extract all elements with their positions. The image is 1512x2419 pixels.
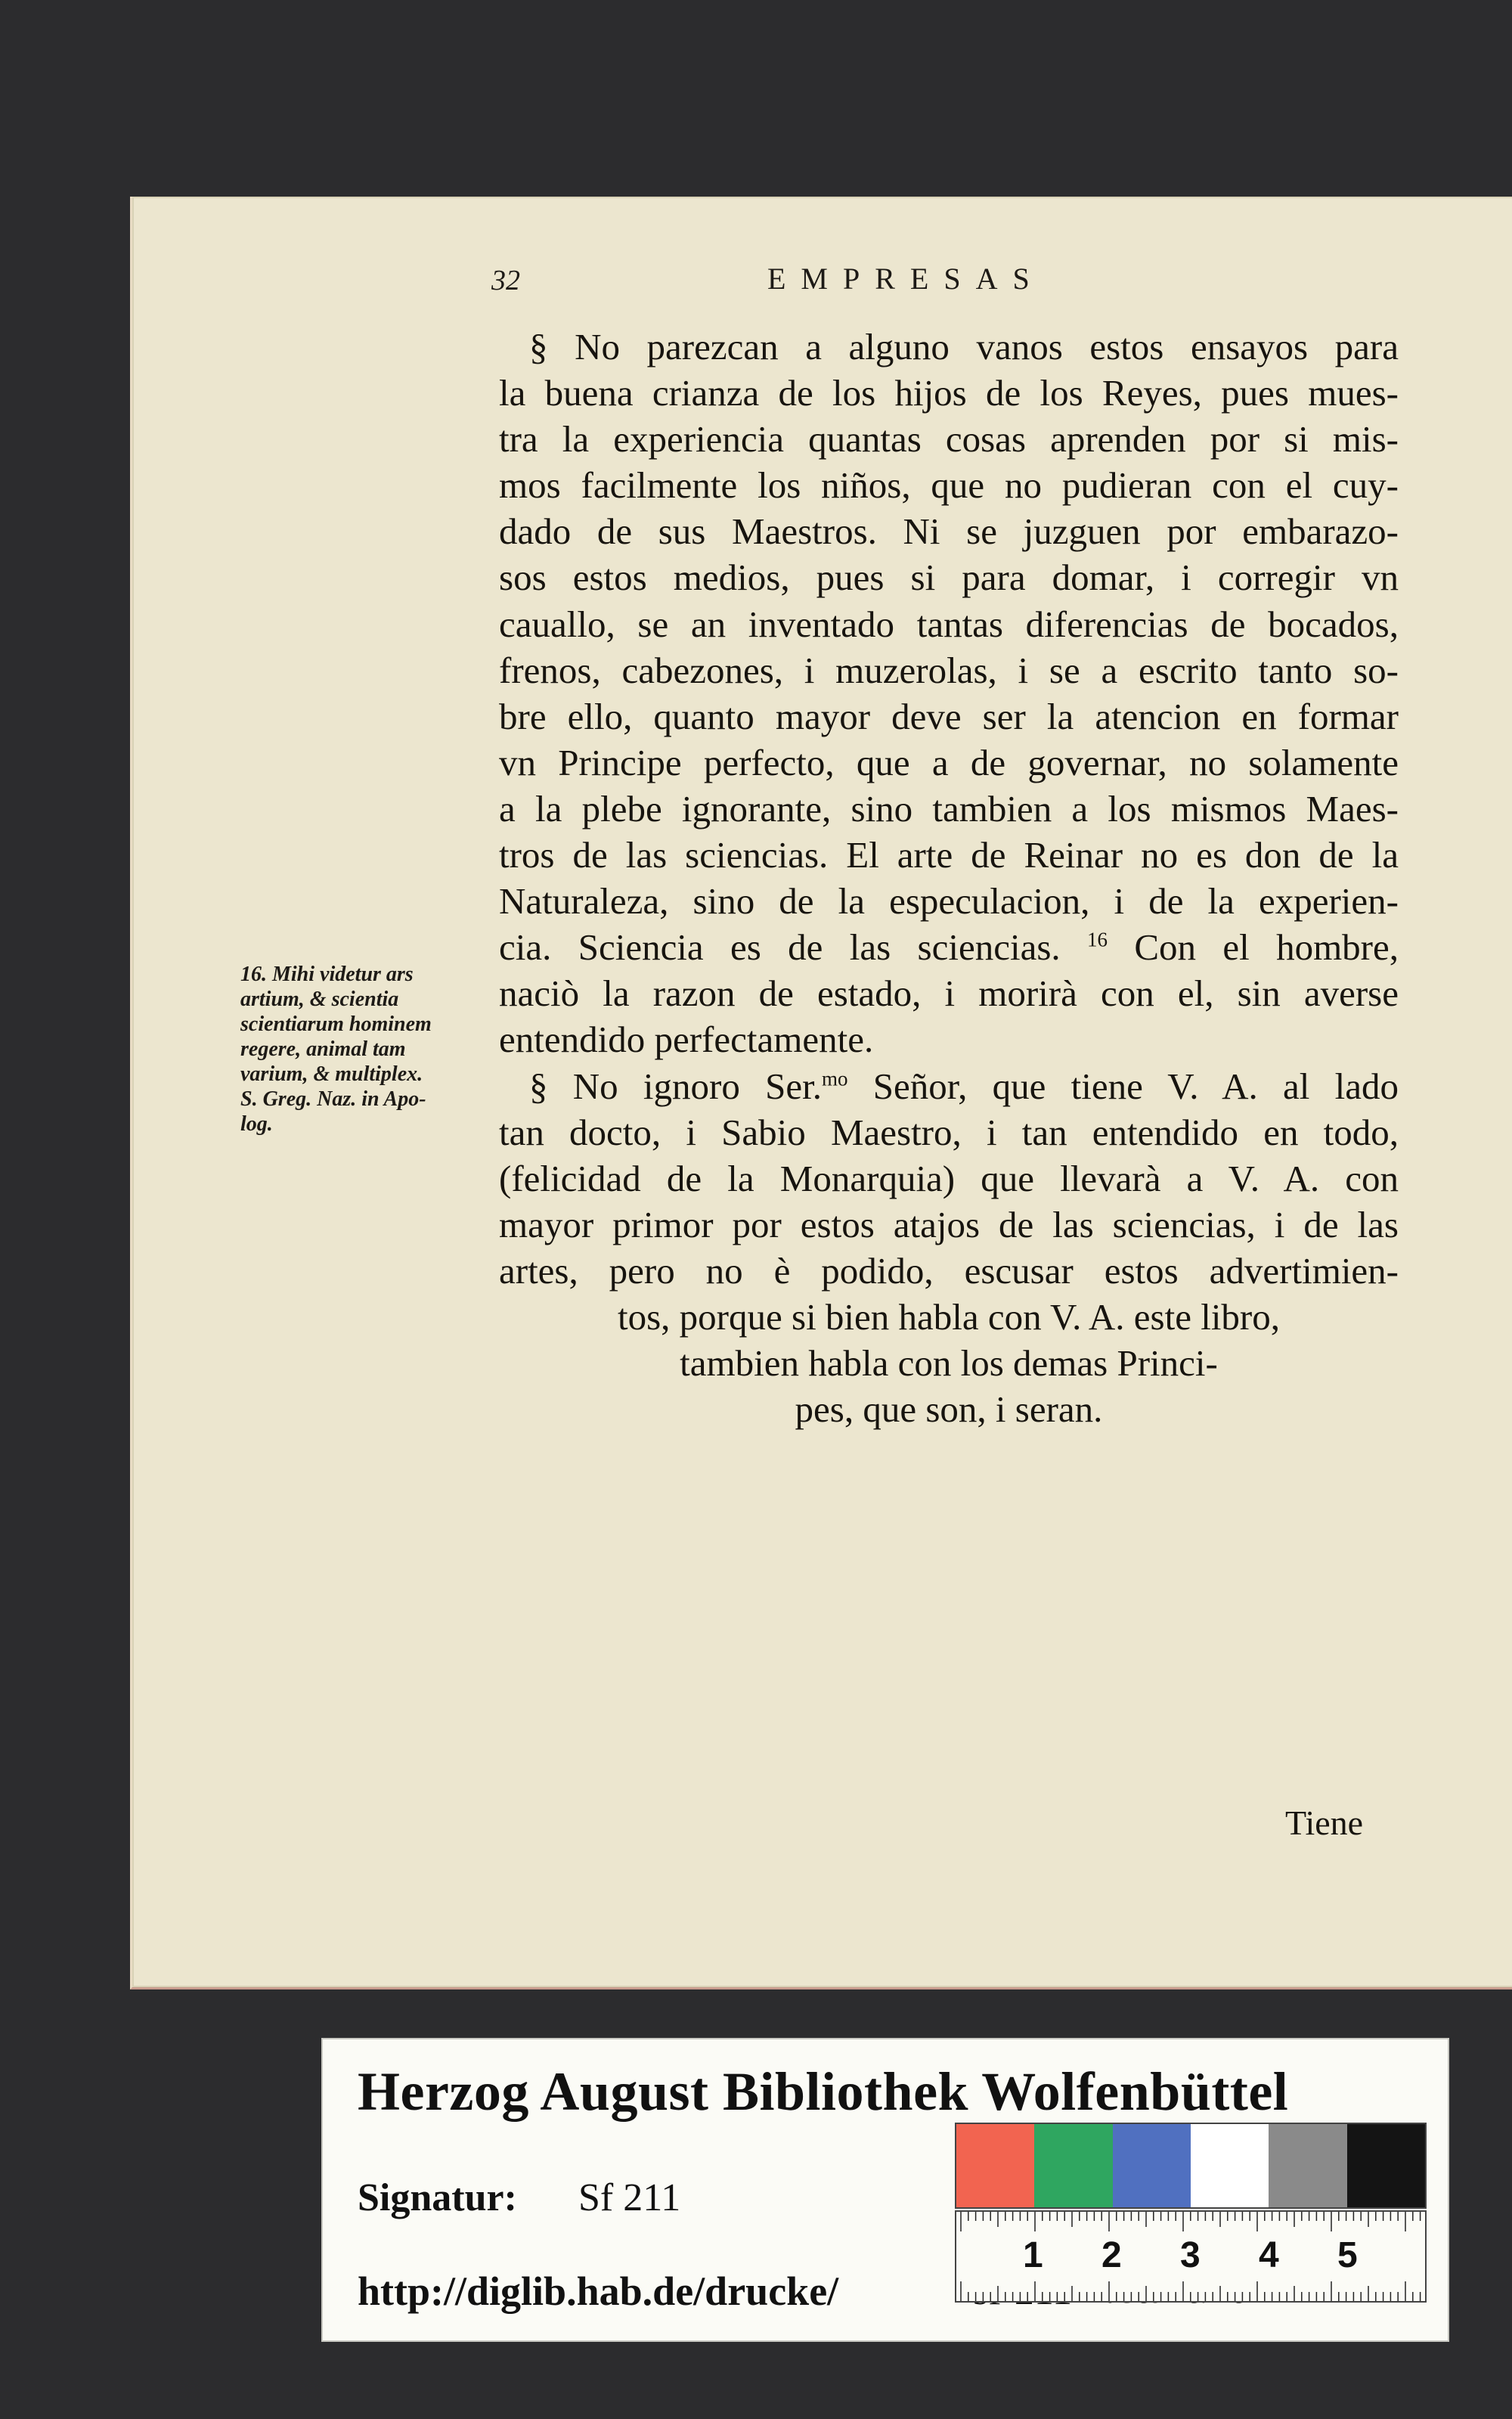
color-swatch xyxy=(1347,2124,1425,2207)
text-fragment: Señor, que tiene V. A. al lado xyxy=(872,1065,1399,1107)
text-line: frenos, cabezones, i muzerolas, i se a escrito tanto so- xyxy=(499,649,1399,691)
marginal-line: S. Greg. Naz. in Apo- xyxy=(240,1087,426,1111)
text-line: la buena crianza de los hijos de los Reyes, pues mues- xyxy=(499,372,1399,414)
note-reference: 16 xyxy=(1087,928,1108,951)
catchword: Tiene xyxy=(1285,1803,1364,1842)
text-fragment: cia. Sciencia es de las sciencias. xyxy=(499,926,1061,969)
ruler-number: 5 xyxy=(1337,2235,1358,2275)
url-base: http://diglib.hab.de/drucke/ xyxy=(358,2269,839,2314)
running-head xyxy=(491,261,1436,306)
text-fragment: § No ignoro Ser. xyxy=(529,1065,822,1107)
superscript: mo xyxy=(821,1067,848,1090)
text-line-with-note xyxy=(499,924,1399,970)
text-line: naciò la razon de estado, i morirà con el, sin averse xyxy=(499,972,1399,1015)
text-line: (felicidad de la Monarquia) que llevarà a V. A. con xyxy=(499,1157,1399,1199)
ruler-number: 4 xyxy=(1259,2235,1279,2275)
text-line: Naturaleza, sino de la especulacion, i de la experien- xyxy=(499,880,1399,923)
text-line: tos, porque si bien habla con V. A. este libro, xyxy=(618,1295,1280,1338)
library-name: Herzog August Bibliothek Wolfenbüttel xyxy=(358,2061,1289,2122)
ruler-number: 1 xyxy=(1023,2235,1043,2275)
running-title: EMPRESAS xyxy=(767,262,1045,296)
text-line: tros de las sciencias. El arte de Reinar no es don de la xyxy=(499,834,1399,876)
ruler-number: 3 xyxy=(1180,2235,1201,2275)
marginal-line: scientiarum hominem xyxy=(240,1013,432,1036)
marginal-line: regere, animal tam xyxy=(240,1037,406,1061)
text-line: pes, que son, i seran. xyxy=(795,1388,1103,1431)
signatur-label: Signatur: xyxy=(358,2176,517,2219)
library-label xyxy=(321,2038,1449,2342)
ruler-number: 2 xyxy=(1101,2235,1122,2275)
text-line: tra la experiencia quantas cosas aprenden por si mis- xyxy=(499,418,1399,461)
text-line: a la plebe ignorante, sino tambien a los mismos Maes- xyxy=(499,787,1399,830)
color-swatch xyxy=(1269,2124,1346,2207)
marginal-line: log. xyxy=(240,1112,273,1136)
text-line: tan docto, i Sabio Maestro, i tan entendido en todo, xyxy=(499,1111,1399,1153)
main-text xyxy=(499,324,1399,1432)
text-line: § No parezcan a alguno vanos estos ensayos para xyxy=(529,326,1399,368)
text-line: vn Principe perfecto, que a de governar, no solamente xyxy=(499,741,1399,783)
scale-ruler xyxy=(955,2210,1427,2303)
text-line: cauallo, se an inventado tantas diferencias de bocados, xyxy=(499,603,1399,645)
text-line: entendido perfectamente. xyxy=(499,1019,874,1061)
page-number: 32 xyxy=(491,265,520,296)
text-line: bre ello, quanto mayor deve ser la atencion en formar xyxy=(499,695,1399,737)
text-line: mayor primor por estos atajos de las sciencias, i de las xyxy=(499,1203,1399,1245)
color-swatch xyxy=(1034,2124,1112,2207)
color-swatch xyxy=(956,2124,1034,2207)
text-line: tambien habla con los demas Princi- xyxy=(680,1342,1218,1385)
color-swatch xyxy=(1191,2124,1269,2207)
marginal-line: artium, & scientia xyxy=(240,988,399,1011)
color-calibration-bar xyxy=(955,2123,1427,2209)
marginal-note xyxy=(240,962,491,1137)
text-line: dado de sus Maestros. Ni se juzguen por embarazo- xyxy=(499,510,1399,553)
text-line: sos estos medios, pues si para domar, i corregir vn xyxy=(499,557,1399,599)
marginal-line: 16. Mihi videtur ars xyxy=(240,963,414,986)
color-swatch xyxy=(1113,2124,1191,2207)
text-line xyxy=(499,1063,1399,1109)
text-line: mos facilmente los niños, que no pudieran con el cuy- xyxy=(499,464,1399,507)
text-fragment: Con el hombre, xyxy=(1134,926,1399,969)
signatur-value: Sf 211 xyxy=(578,2176,681,2219)
text-line: artes, pero no è podido, escusar estos advertimien- xyxy=(499,1249,1399,1292)
marginal-line: varium, & multiplex. xyxy=(240,1062,423,1086)
